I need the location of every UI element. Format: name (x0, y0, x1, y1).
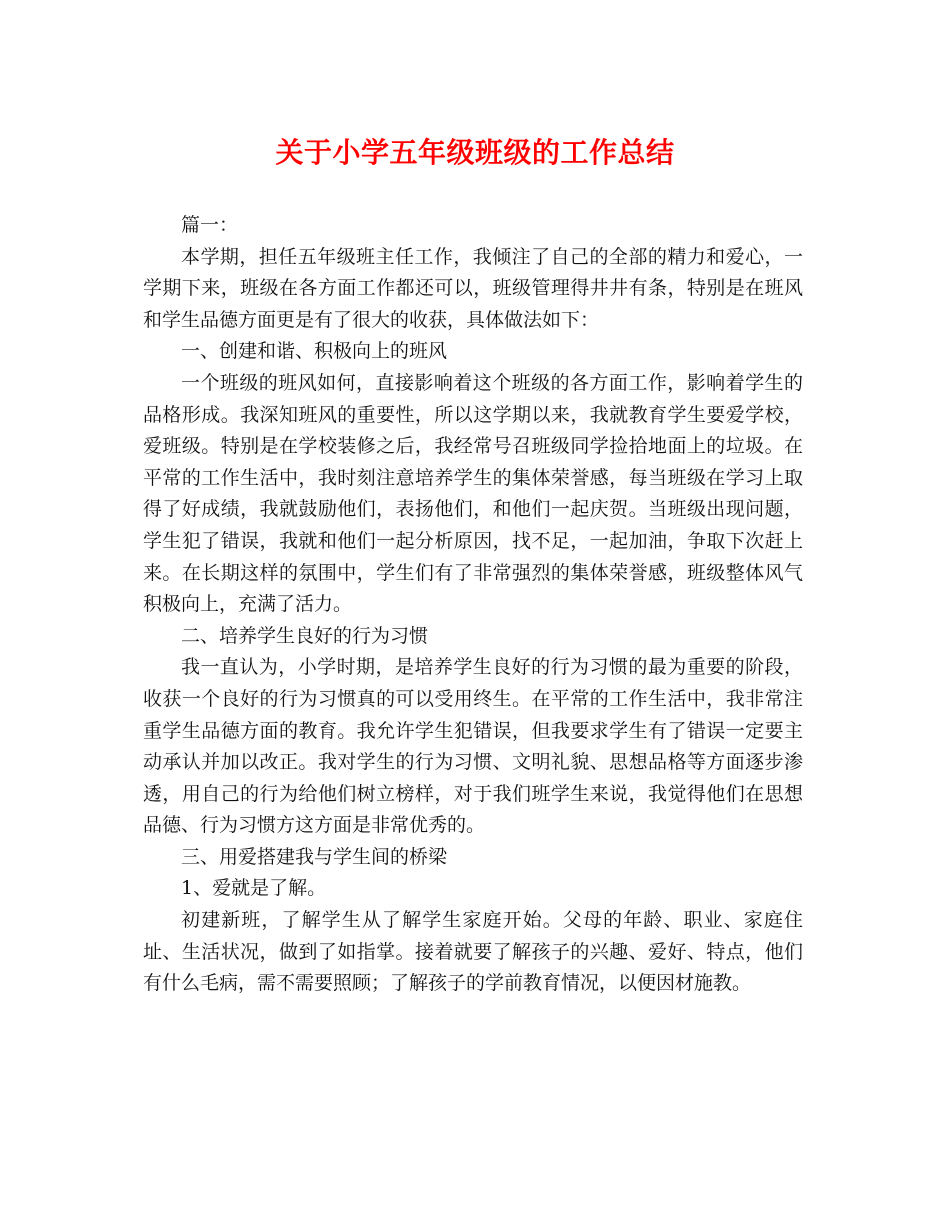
paragraph-behavior-habits: 我一直认为，小学时期，是培养学生良好的行为习惯的最为重要的阶段，收获一个良好的行为习惯真的可以受用终生。在平常的工作生活中，我非常注重学生品德方面的教育。我允许学生犯错误，但我要求学生有了错误一定要主动承认并加以改正。我对学生的行为习惯、文明礼貌、思想品格等方面逐步渗透，用自己的行为给他们树立榜样，对于我们班学生来说，我觉得他们在思想品德、行为习惯方这方面是非常优秀的。 (143, 656, 803, 837)
document-body (143, 210, 803, 1000)
document-title: 关于小学五年级班级的工作总结 (275, 136, 675, 169)
paragraph-intro: 本学期，担任五年级班主任工作，我倾注了自己的全部的精力和爱心，一学期下来，班级在各方面工作都还可以，班级管理得井井有条，特别是在班风和学生品德方面更是有了很大的收获，具体做法如下： (143, 245, 803, 331)
heading-class-spirit: 一、创建和谐、积极向上的班风 (181, 340, 448, 363)
paragraph-understanding-students: 初建新班，了解学生从了解学生家庭开始。父母的年龄、职业、家庭住址、生活状况，做到了如指掌。接着就要了解孩子的兴趣、爱好、特点，他们有什么毛病，需不需要照顾；了解孩子的学前教育情况，以便因材施教。 (143, 909, 803, 995)
subheading-love-is-understanding: 1、爱就是了解。 (181, 877, 327, 900)
heading-love-bridge: 三、用爱搭建我与学生间的桥梁 (181, 845, 448, 868)
heading-behavior-habits: 二、培养学生良好的行为习惯 (181, 624, 429, 647)
paragraph-class-spirit: 一个班级的班风如何，直接影响着这个班级的各方面工作，影响着学生的品格形成。我深知班风的重要性，所以这学期以来，我就教育学生要爱学校，爱班级。特别是在学校装修之后，我经常号召班级同学捡拾地面上的垃圾。在平常的工作生活中，我时刻注意培养学生的集体荣誉感，每当班级在学习上取得了好成绩，我就鼓励他们，表扬他们，和他们一起庆贺。当班级出现问题，学生犯了错误，我就和他们一起分析原因，找不足，一起加油，争取下次赶上来。在长期这样的氛围中，学生们有了非常强烈的集体荣誉感，班级整体风气积极向上，充满了活力。 (143, 371, 803, 616)
paragraph-section-label: 篇一： (181, 214, 239, 236)
